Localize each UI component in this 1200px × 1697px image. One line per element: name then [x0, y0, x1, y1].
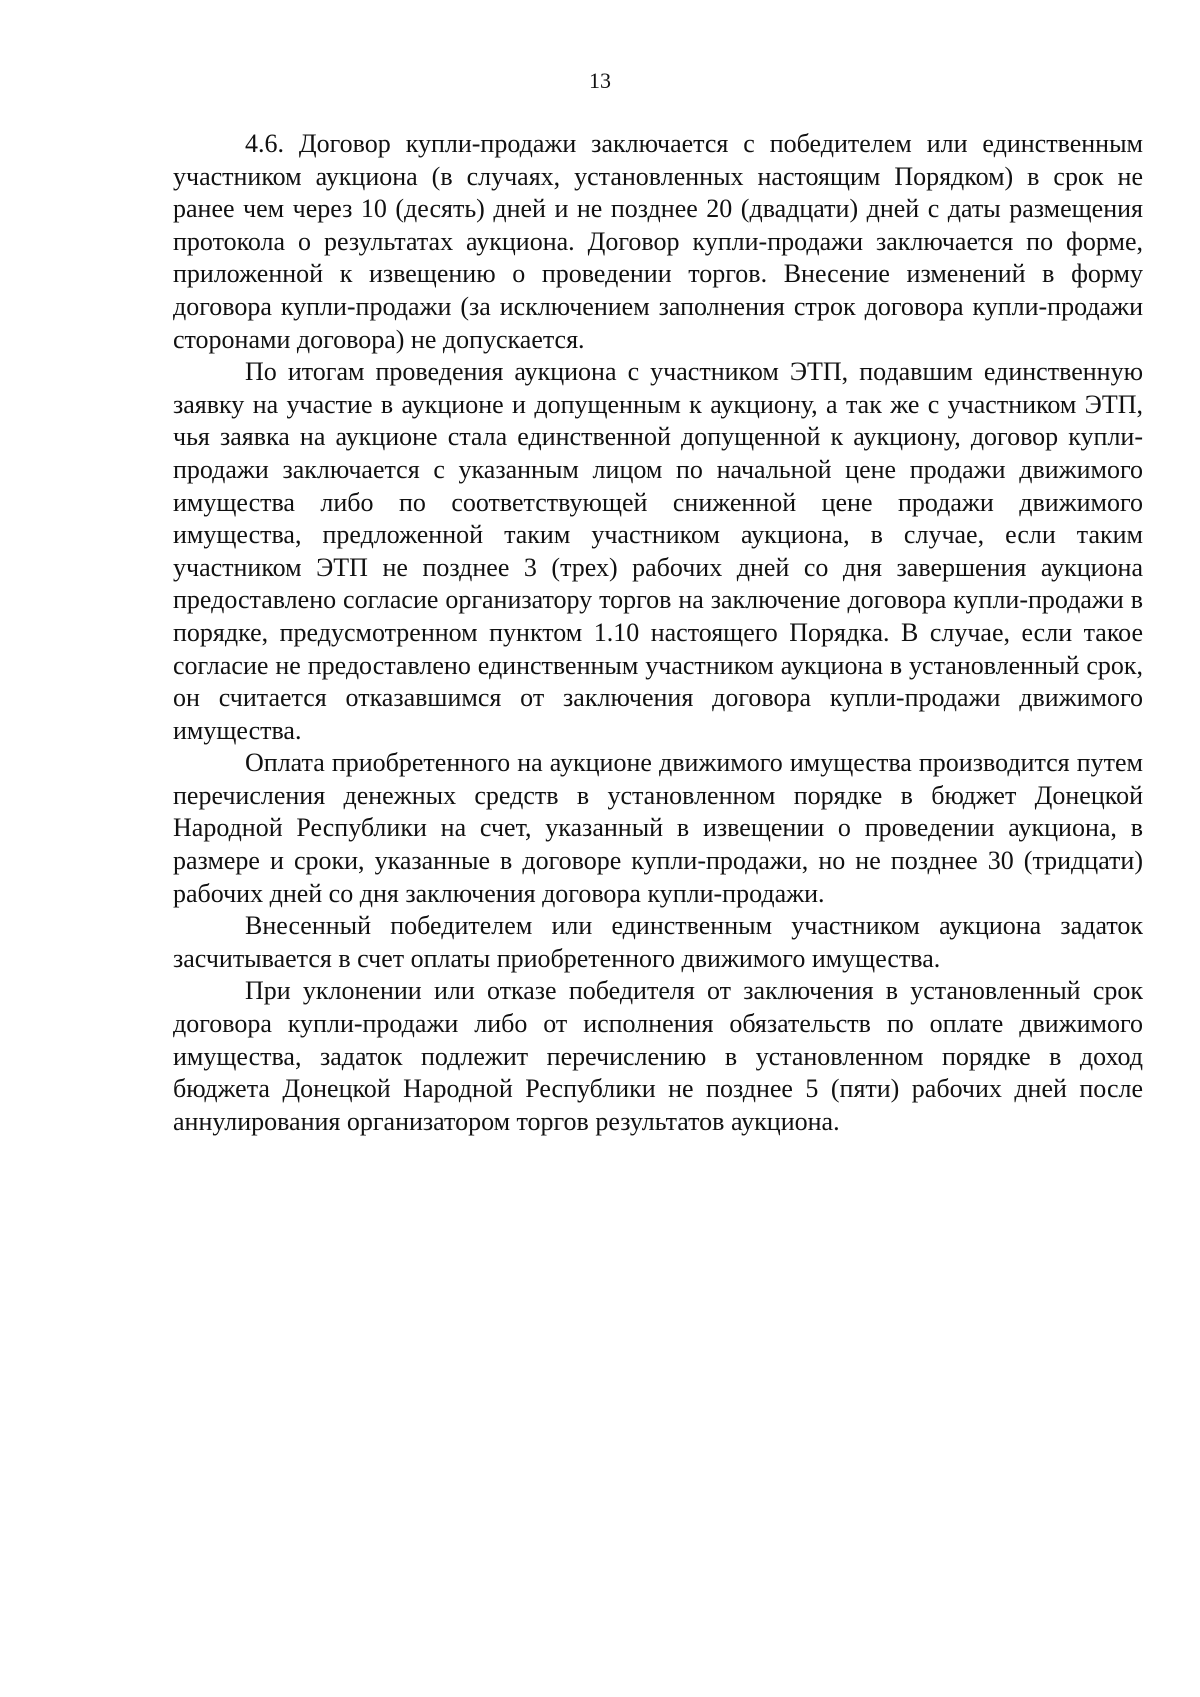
page-number: 13: [589, 68, 611, 93]
paragraph-single-participant: По итогам проведения аукциона с участником ЭТП, подавшим единственную заявку на участие в аукционе и допущенным к аукциону, а так же с участником ЭТП, чья заявка на аукционе стала единственной допущенной к аукциону, договор купли-продажи заключается с указанным лицом по начальной цене продажи движимого имущества либо по соответствующей сниженной цене продажи движимого имущества, предложенной таким участником аукциона, в случае, если таким участником ЭТП не позднее 3 (трех) рабочих дней со дня завершения аукциона предоставлено согласие организатору торгов на заключение договора купли-продажи в порядке, предусмотренном пунктом 1.10 настоящего Порядка. В случае, если такое согласие не предоставлено единственным участником аукциона в установленный срок, он считается отказавшимся от заключения договора купли-продажи движимого имущества.: [173, 357, 1143, 745]
paragraph-4-6: 4.6. Договор купли-продажи заключается с победителем или единственным участником аукциона (в случаях, установленных настоящим Порядком) в срок не ранее чем через 10 (десять) дней и не позднее 20 (двадцати) дней с даты размещения протокола о результатах аукциона. Договор купли-продажи заключается по форме, приложенной к извещению о проведении торгов. Внесение изменений в форму договора купли-продажи (за исключением заполнения строк договора купли-продажи сторонами договора) не допускается.: [173, 129, 1143, 354]
document-body: [173, 128, 1143, 1138]
paragraph-deposit-forfeit: При уклонении или отказе победителя от заключения в установленный срок договора купли-продажи либо от исполнения обязательств по оплате движимого имущества, задаток подлежит перечислению в установленном порядке в доход бюджета Донецкой Народной Республики не позднее 5 (пяти) рабочих дней после аннулирования организатором торгов результатов аукциона.: [173, 976, 1143, 1136]
paragraph-deposit-credit: Внесенный победителем или единственным участником аукциона задаток засчитывается в счет оплаты приобретенного движимого имущества.: [173, 911, 1143, 973]
paragraph-payment: Оплата приобретенного на аукционе движимого имущества производится путем перечисления денежных средств в установленном порядке в бюджет Донецкой Народной Республики на счет, указанный в извещении о проведении аукциона, в размере и сроки, указанные в договоре купли-продажи, но не позднее 30 (тридцати) рабочих дней со дня заключения договора купли-продажи.: [173, 748, 1143, 908]
